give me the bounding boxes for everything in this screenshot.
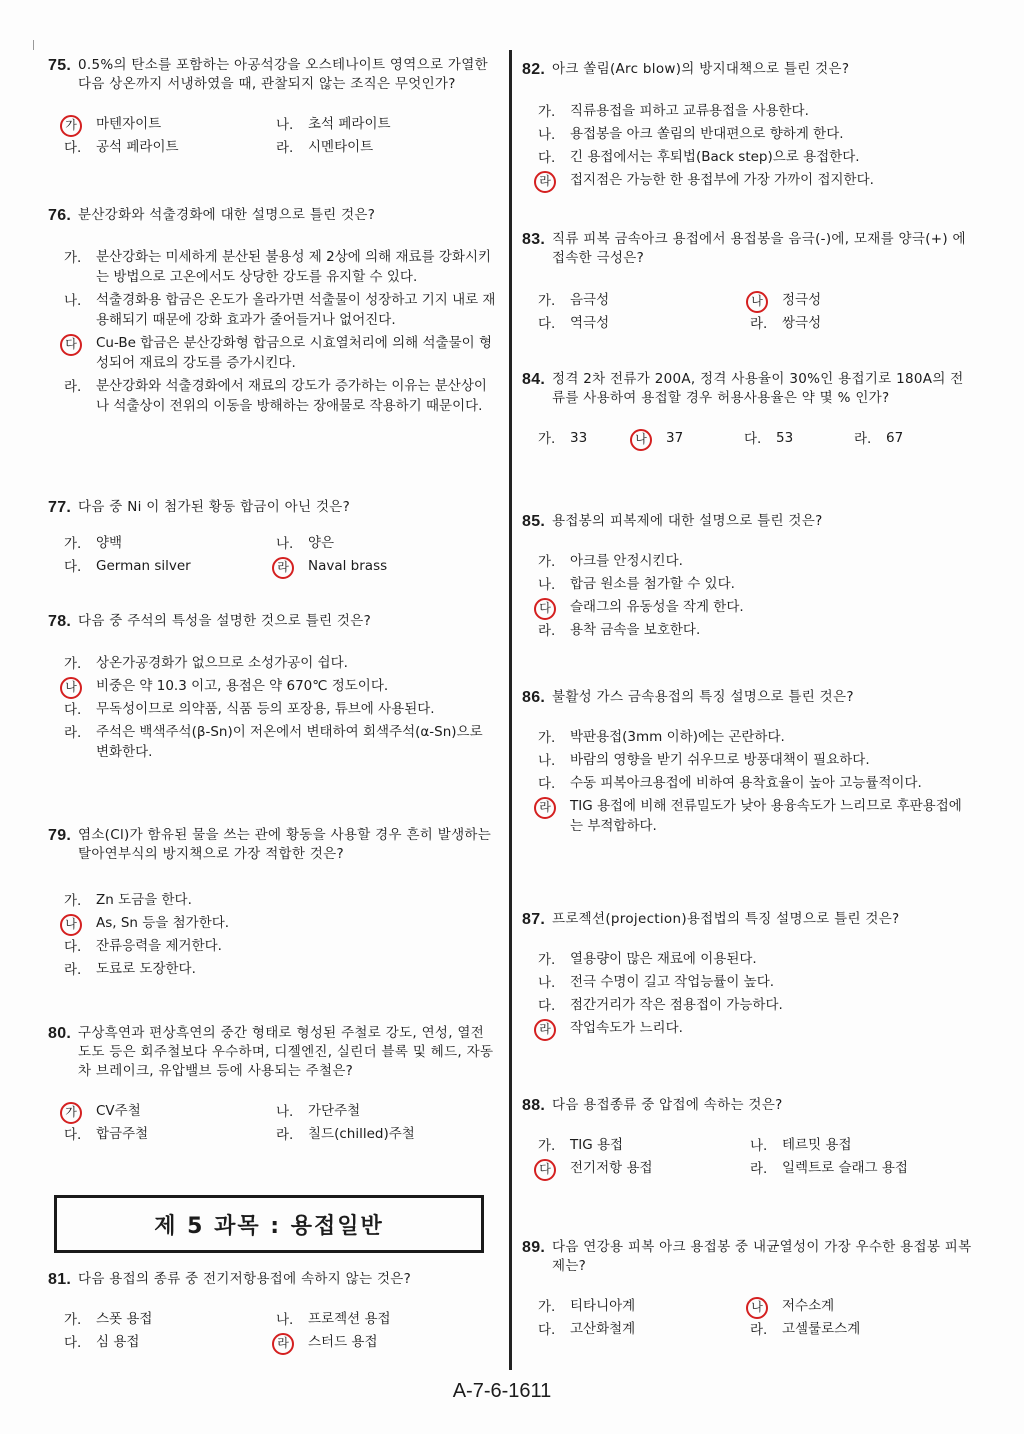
option[interactable]: 가 CV주철: [64, 1101, 276, 1124]
answer-circle-icon: 라: [272, 557, 294, 579]
question-text: 불활성 가스 금속용접의 특징 설명으로 틀린 것은?: [552, 689, 854, 705]
answer-circle-icon: 라: [272, 1333, 294, 1355]
answer-circle-icon: 나: [60, 677, 82, 699]
option[interactable]: 다. 잔류응력을 제거한다.: [64, 938, 222, 955]
option[interactable]: 나. 석출경화용 합금은 온도가 올라가면 석출물이 성장하고 기지 내로 재용해되기 때문에 강화 효과가 줄어들거나 없어진다.: [64, 292, 496, 328]
option[interactable]: 가. Zn 도금을 한다.: [64, 892, 192, 909]
option[interactable]: 가. 직류용접을 피하고 교류용접을 사용한다.: [538, 103, 809, 120]
option[interactable]: 라. 67: [854, 430, 904, 447]
question-number: 88.: [522, 1097, 546, 1114]
option[interactable]: 라 TIG 용접에 비해 전류밀도가 낮아 용융속도가 느리므로 후판용접에는 부적합하다.: [538, 796, 972, 839]
question-number: 89.: [522, 1239, 546, 1256]
answer-circle-icon: 다: [534, 1159, 556, 1181]
question-89: [522, 1238, 972, 1342]
option[interactable]: 가. 아크를 안정시킨다.: [538, 553, 683, 570]
option[interactable]: 나. 초석 페라이트: [276, 116, 391, 133]
option[interactable]: 라. 용착 금속을 보호한다.: [538, 622, 701, 639]
option[interactable]: 가. TIG 용접: [538, 1137, 624, 1154]
question-text: 다음 중 주석의 특성을 설명한 것으로 틀린 것은?: [78, 613, 372, 629]
option[interactable]: 나 정극성: [750, 290, 950, 313]
option[interactable]: 다. 고산화철계: [538, 1321, 636, 1338]
question-text: 프로젝션(projection)용접법의 특징 설명으로 틀린 것은?: [552, 911, 900, 927]
left-column: [48, 56, 496, 1376]
option[interactable]: 라. 분산강화와 석출경화에서 재료의 강도가 증가하는 이유는 분산상이나 석출상이 전위의 이동을 방해하는 장애물로 작용하기 때문이다.: [64, 378, 487, 414]
option[interactable]: 가. 33: [538, 430, 588, 447]
question-number: 87.: [522, 911, 546, 928]
option[interactable]: 나. 가단주철: [276, 1103, 361, 1120]
option[interactable]: 라 작업속도가 느리다.: [538, 1018, 972, 1041]
option[interactable]: 가. 스폿 용접: [64, 1311, 153, 1328]
option[interactable]: 다. 심 용접: [64, 1334, 140, 1351]
answer-circle-icon: 나: [746, 291, 768, 313]
question-84: [522, 370, 972, 451]
question-number: 79.: [48, 827, 72, 844]
option[interactable]: 가. 박판용접(3mm 이하)에는 곤란하다.: [538, 729, 785, 746]
option[interactable]: 가. 상온가공경화가 없으므로 소성가공이 쉽다.: [64, 655, 348, 672]
question-text: 분산강화와 석출경화에 대한 설명으로 틀린 것은?: [78, 207, 376, 223]
option[interactable]: 나 As, Sn 등을 첨가한다.: [64, 913, 496, 936]
right-column: [522, 60, 972, 1370]
answer-circle-icon: 나: [630, 429, 652, 451]
question-77: [48, 498, 496, 579]
option[interactable]: 나 37: [634, 428, 744, 451]
option[interactable]: 나 저수소계: [750, 1296, 950, 1319]
question-78: [48, 612, 496, 765]
question-85: [522, 512, 972, 643]
question-number: 82.: [522, 61, 546, 78]
option[interactable]: 다. 수동 피복아크용접에 비하여 용착효율이 높아 고능률적이다.: [538, 775, 922, 792]
option[interactable]: 가. 분산강화는 미세하게 분산된 불용성 제 2상에 의해 재료를 강화시키는 방법으로 고온에서도 상당한 강도를 유지할 수 있다.: [64, 249, 492, 285]
question-number: 76.: [48, 207, 72, 224]
question-number: 78.: [48, 613, 72, 630]
option[interactable]: 다. German silver: [64, 558, 191, 575]
question-81: [48, 1270, 496, 1355]
question-number: 86.: [522, 689, 546, 706]
subject-header: 제 5 과목 : 용접일반: [54, 1195, 484, 1253]
option[interactable]: 라. 칠드(chilled)주철: [276, 1126, 415, 1143]
option[interactable]: 라. 주석은 백색주석(β-Sn)이 저온에서 변태하여 회색주석(α-Sn)으로 변화한다.: [64, 724, 483, 760]
question-number: 81.: [48, 1271, 72, 1288]
option[interactable]: 라. 시멘타이트: [276, 139, 374, 156]
option[interactable]: 다. 무독성이므로 의약품, 식품 등의 포장용, 튜브에 사용된다.: [64, 701, 435, 718]
question-86: [522, 688, 972, 839]
question-text: 아크 쏠림(Arc blow)의 방지대책으로 틀린 것은?: [552, 61, 850, 77]
question-text: 구상흑연과 편상흑연의 중간 형태로 형성된 주철로 강도, 연성, 열전도도 등은 회주철보다 우수하며, 디젤엔진, 실린더 블록 및 헤드, 자동차 브레이크, 유압밸브 등에 사용되는 주철은?: [78, 1025, 494, 1079]
option[interactable]: 다 전기저항 용접: [538, 1158, 750, 1181]
answer-circle-icon: 라: [534, 171, 556, 193]
option[interactable]: 라. 도료로 도장한다.: [64, 961, 196, 978]
question-text: 직류 피복 금속아크 용접에서 용접봉을 음극(-)에, 모재를 양극(+) 에 접속한 극성은?: [552, 231, 966, 266]
question-text: 용접봉의 피복제에 대한 설명으로 틀린 것은?: [552, 513, 823, 529]
option[interactable]: 나. 양은: [276, 535, 335, 552]
option[interactable]: 다. 긴 용접에서는 후퇴법(Back step)으로 용접한다.: [538, 149, 860, 166]
answer-circle-icon: 다: [534, 598, 556, 620]
option[interactable]: 라. 일렉트로 슬래그 용접: [750, 1160, 908, 1177]
answer-circle-icon: 나: [60, 914, 82, 936]
option[interactable]: 나 비중은 약 10.3 이고, 용점은 약 670℃ 정도이다.: [64, 676, 496, 699]
answer-circle-icon: 다: [60, 334, 82, 356]
question-text: 정격 2차 전류가 200A, 정격 사용율이 30%인 용접기로 180A의 전류를 사용하여 용접할 경우 허용사용율은 약 몇 % 인가?: [552, 371, 964, 406]
option[interactable]: 다. 53: [744, 430, 794, 447]
option[interactable]: 가. 티타니아계: [538, 1298, 636, 1315]
column-divider: [509, 50, 512, 1370]
option[interactable]: 다. 합금주철: [64, 1126, 149, 1143]
question-number: 77.: [48, 499, 72, 516]
question-76: [48, 206, 496, 419]
margin-mark: [33, 40, 34, 50]
question-number: 85.: [522, 513, 546, 530]
answer-circle-icon: 가: [60, 115, 82, 137]
option[interactable]: 나. 전극 수명이 길고 작업능률이 높다.: [538, 974, 775, 991]
answer-circle-icon: 가: [60, 1102, 82, 1124]
option[interactable]: 가 마텐자이트: [64, 114, 276, 137]
option[interactable]: 라 접지점은 가능한 한 용접부에 가장 가까이 접지한다.: [538, 170, 972, 193]
question-text: 염소(Cl)가 함유된 물을 쓰는 관에 황동을 사용할 경우 흔히 발생하는 탈아연부식의 방지책으로 가장 적합한 것은?: [78, 827, 492, 862]
question-88: [522, 1096, 972, 1181]
option[interactable]: 나. 바람의 영향을 받기 쉬우므로 방풍대책이 필요하다.: [538, 752, 870, 769]
option[interactable]: 라 스터드 용접: [276, 1332, 476, 1355]
question-82: [522, 60, 972, 193]
question-80: [48, 1024, 496, 1147]
footer-code: A-7-6-1611: [452, 1380, 552, 1402]
question-text: 다음 중 Ni 이 첨가된 황동 합금이 아닌 것은?: [78, 499, 351, 515]
answer-circle-icon: 나: [746, 1297, 768, 1319]
answer-circle-icon: 라: [534, 797, 556, 819]
question-number: 83.: [522, 231, 546, 248]
question-text: 다음 용접의 종류 중 전기저항용접에 속하지 않는 것은?: [78, 1271, 412, 1287]
option[interactable]: 라. 쌍극성: [750, 315, 822, 332]
option[interactable]: 가. 음극성: [538, 292, 610, 309]
question-79: [48, 826, 496, 982]
option[interactable]: 나. 합금 원소를 첨가할 수 있다.: [538, 576, 735, 593]
option[interactable]: 다 슬래그의 유동성을 작게 한다.: [538, 597, 972, 620]
option[interactable]: 나. 프로젝션 용접: [276, 1311, 391, 1328]
answer-circle-icon: 라: [534, 1019, 556, 1041]
option[interactable]: 가. 열용량이 많은 재료에 이용된다.: [538, 951, 757, 968]
option[interactable]: 다. 역극성: [538, 315, 610, 332]
option[interactable]: 나. 테르밋 용접: [750, 1137, 852, 1154]
question-text: 다음 용접종류 중 압접에 속하는 것은?: [552, 1097, 783, 1113]
question-number: 80.: [48, 1025, 72, 1042]
question-87: [522, 910, 972, 1041]
question-text: 다음 연강용 피복 아크 용접봉 중 내균열성이 가장 우수한 용접봉 피복제는?: [552, 1239, 972, 1274]
option[interactable]: 라 Naval brass: [276, 556, 476, 579]
option[interactable]: 다. 점간거리가 작은 점용접이 가능하다.: [538, 997, 783, 1014]
question-75: [48, 56, 496, 160]
question-number: 84.: [522, 371, 546, 388]
option[interactable]: 다 Cu-Be 합금은 분산강화형 합금으로 시효열처리에 의해 석출물이 형성되어 재료의 강도를 증가시킨다.: [64, 333, 496, 376]
option[interactable]: 가. 양백: [64, 535, 123, 552]
page-footer: [0, 1380, 1024, 1403]
option[interactable]: 다. 공석 페라이트: [64, 139, 179, 156]
question-83: [522, 230, 972, 336]
option[interactable]: 라. 고셀룰로스계: [750, 1321, 861, 1338]
option[interactable]: 나. 용접봉을 아크 쏠림의 반대편으로 향하게 한다.: [538, 126, 844, 143]
question-text: 0.5%의 탄소를 포함하는 아공석강을 오스테나이트 영역으로 가열한 다음 상온까지 서냉하였을 때, 관찰되지 않는 조직은 무엇인가?: [78, 57, 488, 92]
question-number: 75.: [48, 57, 72, 74]
